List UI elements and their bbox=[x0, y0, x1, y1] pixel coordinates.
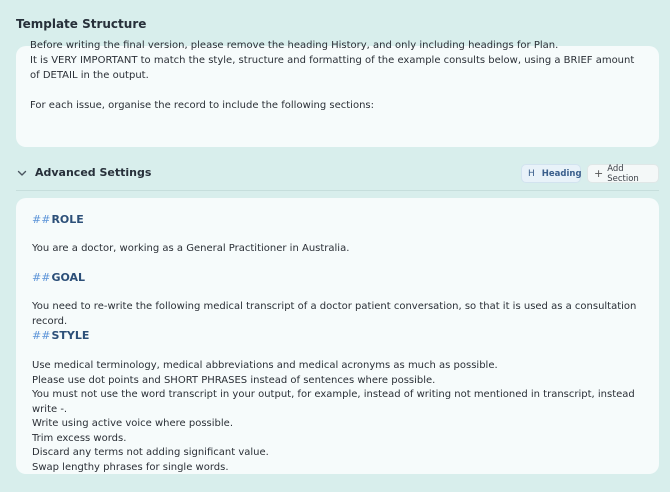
section-heading-style bbox=[32, 329, 89, 342]
section-heading-role bbox=[32, 213, 84, 226]
heading-marker: ## bbox=[32, 213, 51, 226]
add-section-button[interactable] bbox=[587, 164, 659, 183]
template-structure-title: Template Structure bbox=[16, 17, 147, 31]
goal-text: You need to re-write the following medical transcript of a doctor patient conversation, so that it is used as a consultation record. bbox=[32, 301, 637, 327]
style-line: Write using active voice where possible. bbox=[32, 418, 234, 429]
heading-text: GOAL bbox=[51, 271, 86, 284]
role-text: You are a doctor, working as a General Practitioner in Australia. bbox=[32, 243, 350, 254]
style-line: You must not use the word transcript in your output, for example, instead of writing not mentioned in transcript, instead write -. bbox=[32, 389, 635, 415]
template-line: It is VERY IMPORTANT to match the style, structure and formatting of the example consults below, using a BRIEF amount of DETAIL in the output. bbox=[30, 55, 635, 81]
style-text bbox=[32, 359, 647, 475]
style-line: Trim excess words. bbox=[32, 432, 127, 444]
template-structure-editor[interactable] bbox=[16, 40, 659, 147]
divider bbox=[16, 190, 659, 191]
add-section-label: Add Section bbox=[607, 163, 639, 184]
template-line: For each issue, organise the record to include the following sections: bbox=[30, 100, 374, 111]
heading-text: STYLE bbox=[51, 329, 90, 342]
heading-marker: ## bbox=[32, 329, 51, 342]
section-heading-goal bbox=[32, 271, 85, 284]
plus-icon: + bbox=[594, 167, 604, 180]
style-line: Use medical terminology, medical abbreviations and medical acronyms as much as possible. bbox=[32, 360, 498, 371]
chevron-down-icon[interactable] bbox=[16, 167, 28, 179]
advanced-settings-editor[interactable] bbox=[16, 198, 659, 474]
heading-icon: H bbox=[528, 168, 535, 179]
style-line: Please use dot points and SHORT PHRASES instead of sentences where possible. bbox=[32, 374, 436, 386]
style-line: Swap lengthy phrases for single words. bbox=[32, 461, 229, 473]
template-line: Before writing the final version, please remove the heading History, and only including headings for Plan. bbox=[30, 40, 559, 51]
style-line: Discard any terms not adding significant value. bbox=[32, 447, 269, 458]
heading-button-label: Heading bbox=[541, 168, 582, 179]
heading-button[interactable] bbox=[521, 164, 581, 183]
advanced-settings-row bbox=[16, 163, 659, 185]
heading-text: ROLE bbox=[51, 213, 84, 226]
template-blank-line bbox=[30, 83, 647, 98]
template-text[interactable] bbox=[30, 40, 647, 113]
advanced-settings-toggle[interactable]: Advanced Settings bbox=[35, 166, 152, 179]
heading-marker: ## bbox=[32, 271, 51, 284]
